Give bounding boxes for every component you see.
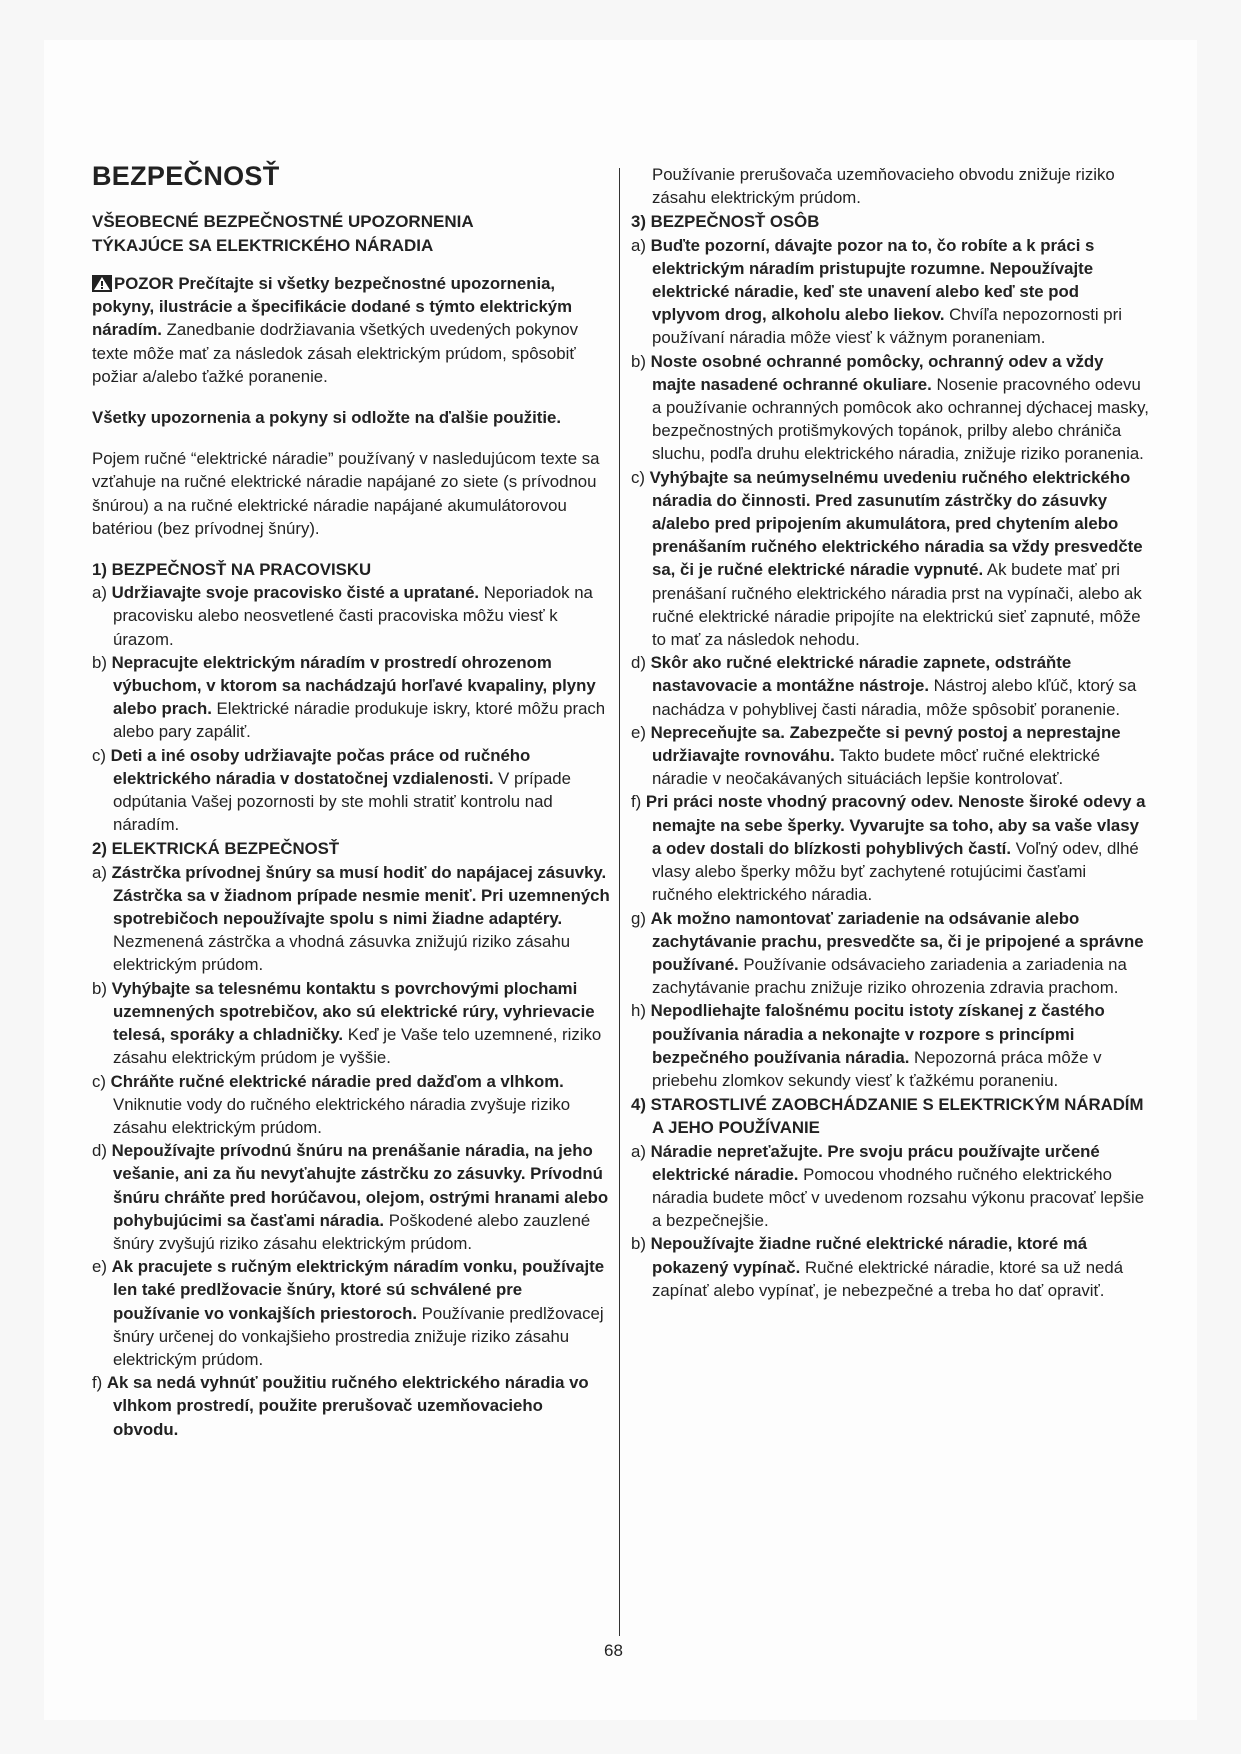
list-item: b) Noste osobné ochranné pomôcky, ochranný odev a vždy majte nasadené ochranné okuliare. Nosenie pracovného odevu a používanie ochranných pomôcok ako ochrannej dýchacej masky, bezpečnostných protišmykových topánok, prilby alebo chrániča sluchu, podľa druhu elektrického náradia, znižuje riziko poranenia. bbox=[631, 351, 1149, 464]
list-item: h) Nepodliehajte falošnému pocitu istoty získanej z častého používania náradia a nekonajte v rozpore s princípmi bezpečného používania náradia. Nepozorná práca môže v priebehu zlomkov sekundy viesť k ťažkému poraneniu. bbox=[631, 1001, 1105, 1090]
list-item: d) Nepoužívajte prívodnú šnúru na prenášanie náradia, na jeho vešanie, ani za ňu nevyťahujte zástrčku zo zásuvky. Prívodnú šnúru chráňte pred horúčavou, olejom, ostrými hranami alebo pohybujúcimi sa časťami náradia. Poškodené alebo zauzlené šnúry zvyšujú riziko zásahu elektrickým prúdom. bbox=[92, 1141, 609, 1253]
section-heading: 1) BEZPEČNOSŤ NA PRACOVISKU bbox=[92, 560, 372, 580]
list-item: a) Udržiavajte svoje pracovisko čisté a upratané. Neporiadok na pracovisku alebo neosvetlené časti pracoviska môžu viesť k úrazom. bbox=[92, 583, 593, 649]
page-subtitle: VŠEOBECNÉ BEZPEČNOSTNÉ UPOZORNENIA TÝKAJÚCE SA ELEKTRICKÉHO NÁRADIA bbox=[92, 212, 474, 255]
list-item: e) Nepreceňujte sa. Zabezpečte si pevný postoj a neprestajne udržiavajte rovnováhu. Takto budete môcť ručné elektrické náradie v neočakávaných situáciách lepšie kontrolovať. bbox=[631, 722, 1121, 789]
keep-instructions: Všetky upozornenia a pokyny si odložte na ďalšie použitie. bbox=[92, 408, 561, 428]
list-item: d) Skôr ako ručné elektrické náradie zapnete, odstráňte nastavovacie a montážne nástroje. Nástroj alebo kľúč, ktorý sa nachádza v pohyblivej časti náradia, môže spôsobiť poranenie. bbox=[631, 653, 1137, 719]
list-item: g) Ak možno namontovať zariadenie na odsávanie alebo zachytávanie prachu, presvedčte sa, či je pripojené a správne používané. Používanie odsávacieho zariadenia a zariadenia na zachytávanie prachu znižuje riziko ohrozenia zdravia prachom. bbox=[631, 908, 1144, 998]
list-item: b) Vyhýbajte sa telesnému kontaktu s povrchovými plochami uzemnených spotrebičov, ako sú elektrické rúry, vyhrievacie telesá, sporáky a chladničky. Keď je Vaše telo uzemnené, riziko zásahu elektrickým prúdom je vyššie. bbox=[92, 978, 602, 1068]
definition-paragraph: Pojem ručné “elektrické náradie” používaný v nasledujúcom texte sa vzťahuje na ručné elektrické náradie napájané zo siete (s prívodnou šnúrou) a na ručné elektrické náradie napájané akumulátorovou batériou (bez prívodnej šnúry). bbox=[92, 449, 600, 538]
section-heading: 3) BEZPEČNOSŤ OSÔB bbox=[631, 212, 820, 232]
list-item: a) Náradie nepreťažujte. Pre svoju prácu používajte určené elektrické náradie. Pomocou vhodného ručného elektrického náradia budete môcť v uvedenom rozsahu výkonu pracovať lepšie a bezpečnejšie. bbox=[631, 1141, 1145, 1231]
list-item: e) Ak pracujete s ručným elektrickým náradím vonku, používajte len také predlžovacie šnúry, ktoré sú schválené pre používanie vo vonkajších priestoroch. Používanie predlžovacej šnúry určenej do vonkajšieho prostredia znižuje riziko zásahu elektrickým prúdom. bbox=[92, 1257, 605, 1369]
list-item: b) Nepoužívajte žiadne ručné elektrické náradie, ktoré má pokazený vypínač. Ručné elektrické náradie, ktoré sa už nedá zapínať alebo vypínať, je nebezpečné a treba ho dať opraviť. bbox=[631, 1234, 1124, 1300]
page-title: BEZPEČNOSŤ bbox=[92, 161, 280, 191]
left-column bbox=[92, 160, 610, 1441]
column-divider bbox=[619, 168, 620, 1636]
list-item: b) Nepracujte elektrickým náradím v prostredí ohrozenom výbuchom, v ktorom sa nachádzajú horľavé kvapaliny, plyny alebo prach. Elektrické náradie produkuje iskry, ktoré môžu prach alebo pary zapáliť. bbox=[92, 652, 606, 742]
list-item: c) Chráňte ručné elektrické náradie pred dažďom a vlhkom. Vniknutie vody do ručného elektrického náradia zvyšuje riziko zásahu elektrickým prúdom. bbox=[92, 1071, 571, 1137]
warning-triangle-icon bbox=[92, 275, 112, 292]
warning-paragraph: POZOR Prečítajte si všetky bezpečnostné upozornenia, pokyny, ilustrácie a špecifikácie dodané s týmto elektrickým náradím. Zanedbanie dodržiavania všetkých uvedených pokynov texte môže mať za následok zásah elektrickým prúdom, spôsobiť požiar a/alebo ťažké poranenie. bbox=[92, 274, 579, 386]
list-item: a) Zástrčka prívodnej šnúry sa musí hodiť do napájacej zásuvky. Zástrčka sa v žiadnom prípade nesmie meniť. Pri uzemnených spotrebičoch nepoužívajte spolu s nimi žiadne adaptéry. Nezmenená zástrčka a vhodná zásuvka znižujú riziko zásahu elektrickým prúdom. bbox=[92, 862, 610, 975]
list-item: a) Buďte pozorní, dávajte pozor na to, čo robíte a k práci s elektrickým náradím pristupujte rozumne. Nepoužívajte elektrické náradie, keď ste unavení alebo keď ste pod vplyvom drog, alkoholu alebo liekov. Chvíľa nepozornosti pri používaní náradia môže viesť k vážnym poraneniam. bbox=[631, 235, 1122, 348]
list-item-continued: Používanie prerušovača uzemňovacieho obvodu znižuje riziko zásahu elektrickým prúdom. bbox=[652, 165, 1115, 208]
list-item: c) Deti a iné osoby udržiavajte počas práce od ručného elektrického náradia v dostatočnej vzdialenosti. V prípade odpútania Vašej pozornosti by ste mohli stratiť kontrolu nad náradím. bbox=[92, 745, 571, 835]
section-heading: 4) STAROSTLIVÉ ZAOBCHÁDZANIE S ELEKTRICKÝM NÁRADÍM A JEHO POUŽÍVANIE bbox=[631, 1095, 1144, 1138]
section-heading: 2) ELEKTRICKÁ BEZPEČNOSŤ bbox=[92, 839, 340, 859]
right-column bbox=[631, 163, 1151, 1302]
page-number: 68 bbox=[604, 1641, 623, 1660]
list-item: f) Ak sa nedá vyhnúť použitiu ručného elektrického náradia vo vlhkom prostredí, použite prerušovač uzemňovacieho obvodu. bbox=[92, 1373, 589, 1439]
list-item: f) Pri práci noste vhodný pracovný odev. Nenoste široké odevy a nemajte na sebe šperky. Vyvarujte sa toho, aby sa vaše vlasy a odev dostali do blízkosti pohyblivých častí. Voľný odev, dlhé vlasy alebo šperky môžu byť zachytené rotujúcimi časťami ručného elektrického náradia. bbox=[631, 792, 1146, 905]
list-item: c) Vyhýbajte sa neúmyselnému uvedeniu ručného elektrického náradia do činnosti. Pred zasunutím zástrčky do zásuvky a/alebo pred pripojením akumulátora, pred chytením alebo prenášaním ručného elektrického náradia sa vždy presvedčte sa, či je ručné elektrické náradie vypnuté. Ak budete mať pri prenášaní ručného elektrického náradia prst na vypínači, alebo ak ručné elektrické náradie pripojíte na elektrickú sieť zapnuté, môže to mať za následok nehodu. bbox=[631, 467, 1143, 650]
